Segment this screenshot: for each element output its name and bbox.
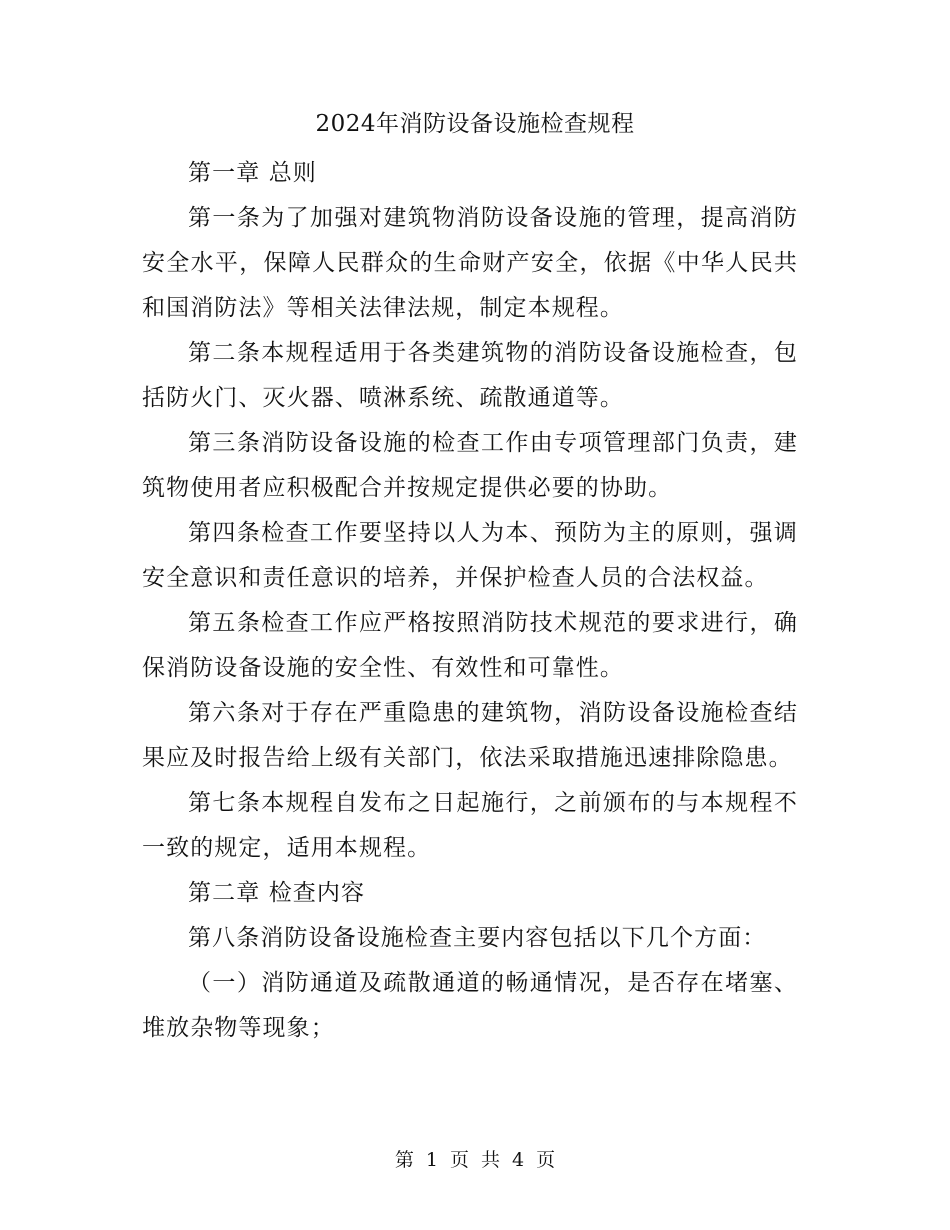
chapter-heading-2: 第二章 检查内容 (188, 880, 366, 906)
article-7: 第七条本规程自发布之日起施行，之前颁布的与本规程不一致的规定，适用本规程。 (142, 790, 798, 861)
article-6: 第六条对于存在严重隐患的建筑物，消防设备设施检查结果应及时报告给上级有关部门，依法采取措施迅速排除隐患。 (142, 700, 798, 771)
list-item-1: （一）消防通道及疏散通道的畅通情况，是否存在堵塞、堆放杂物等现象； (142, 970, 798, 1041)
article-3: 第三条消防设备设施的检查工作由专项管理部门负责，建筑物使用者应积极配合并按规定提供必要的协助。 (142, 430, 798, 501)
article-8: 第八条消防设备设施检查主要内容包括以下几个方面： (188, 925, 767, 951)
article-5: 第五条检查工作应严格按照消防技术规范的要求进行，确保消防设备设施的安全性、有效性和可靠性。 (142, 610, 798, 681)
document-title: 2024年消防设备设施检查规程 (315, 111, 635, 137)
chapter-heading-1: 第一章 总则 (188, 160, 317, 186)
article-1: 第一条为了加强对建筑物消防设备设施的管理，提高消防安全水平，保障人民群众的生命财产安全，依据《中华人民共和国消防法》等相关法律法规，制定本规程。 (142, 205, 798, 321)
document-body (142, 151, 798, 1051)
article-2: 第二条本规程适用于各类建筑物的消防设备设施检查，包括防火门、灭火器、喷淋系统、疏散通道等。 (142, 340, 798, 411)
article-4: 第四条检查工作要坚持以人为本、预防为主的原则，强调安全意识和责任意识的培养，并保护检查人员的合法权益。 (142, 520, 798, 591)
page-number-footer: 第 1 页 共 4 页 (394, 1149, 556, 1171)
